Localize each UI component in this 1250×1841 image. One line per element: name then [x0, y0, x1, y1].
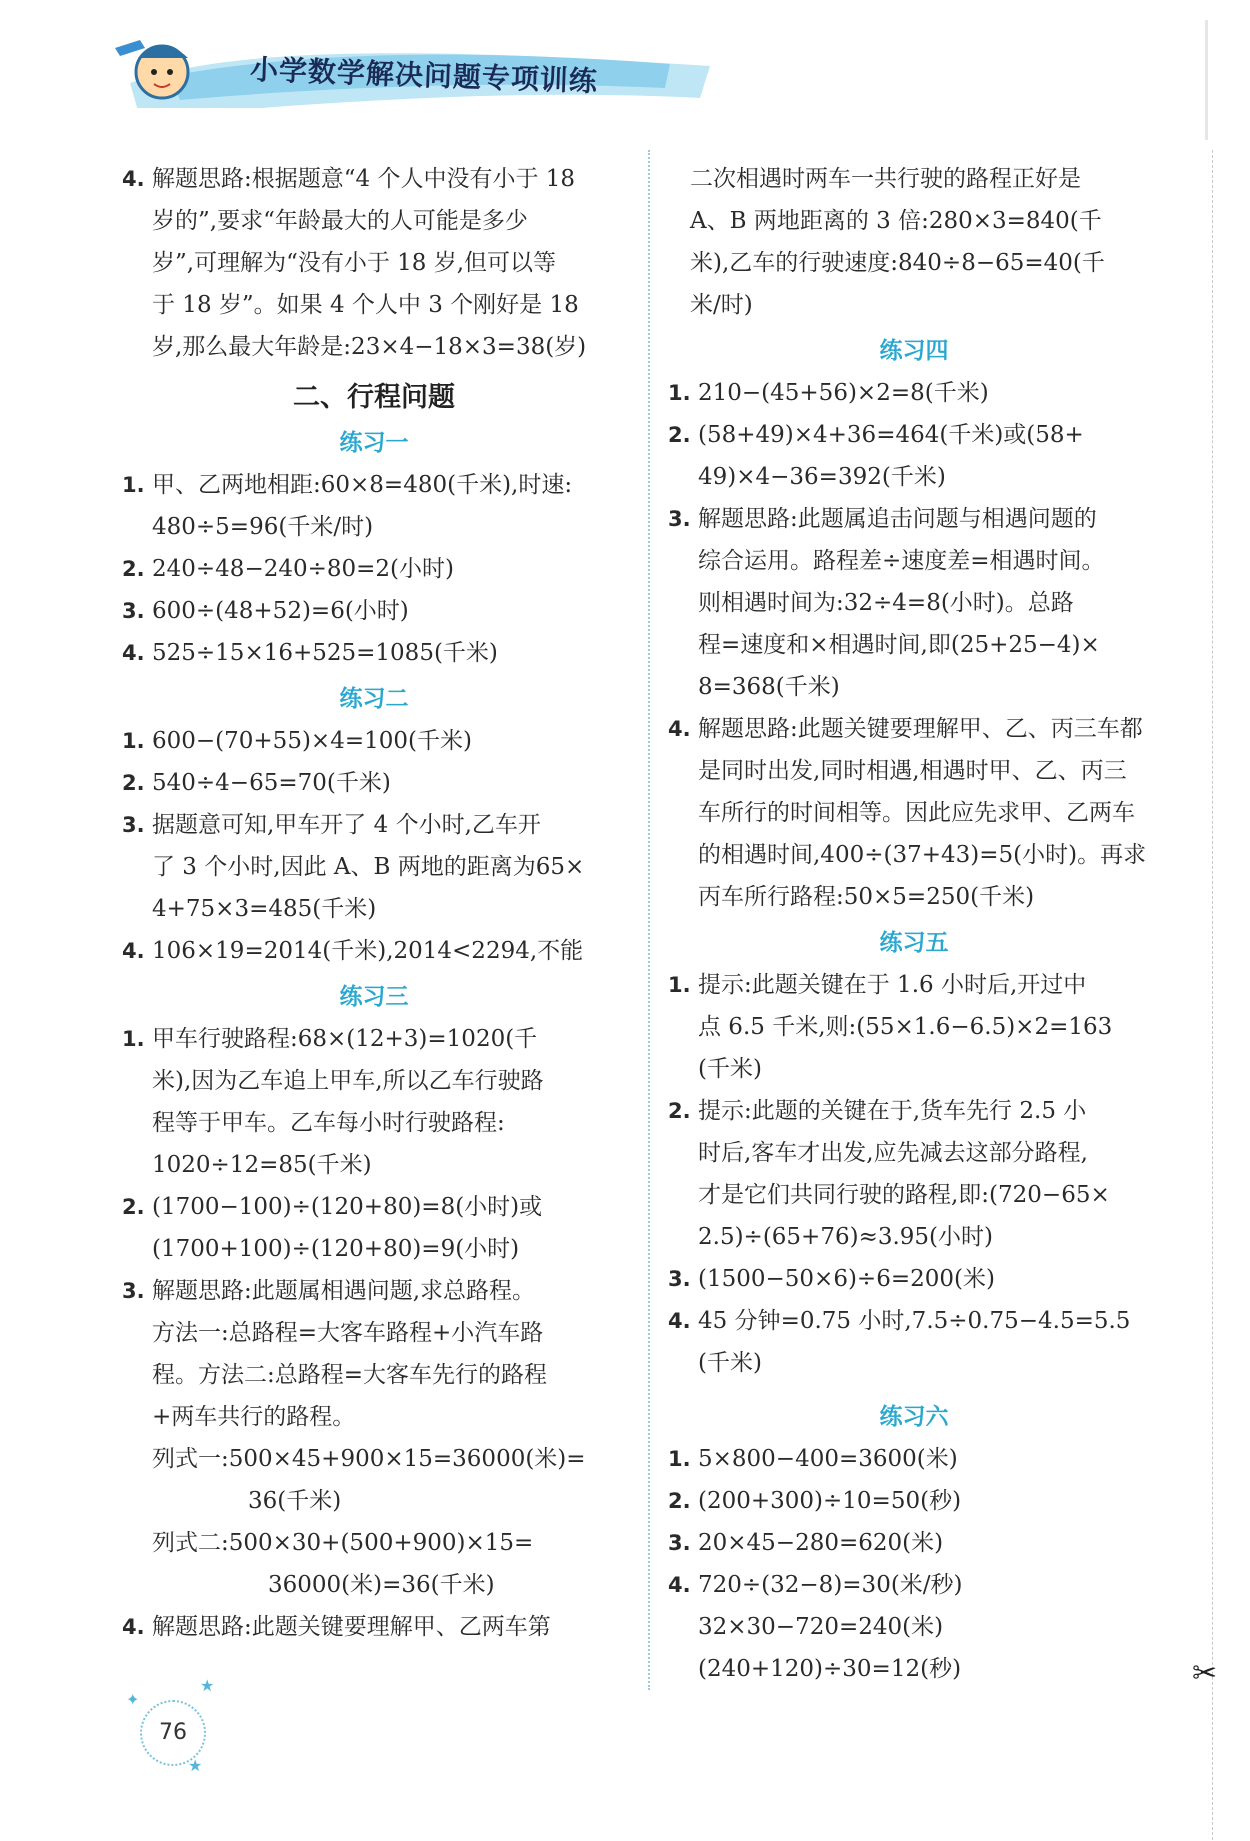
item-number: 3.	[122, 599, 145, 623]
text-line: (千米)	[698, 1350, 762, 1376]
list-item	[664, 1300, 1164, 1384]
text-line: (58+49)×4+36=464(千米)或(58+	[698, 422, 1084, 448]
item-number: 4.	[668, 1573, 691, 1597]
text-line: 540÷4−65=70(千米)	[152, 770, 391, 796]
formula-line: 列式二:500×30+(500+900)×15=	[152, 1530, 534, 1556]
star-icon: ★	[188, 1756, 203, 1775]
text-line: 程等于甲车。乙车每小时行驶路程:	[152, 1110, 505, 1136]
text-line: 240÷48−240÷80=2(小时)	[152, 556, 454, 582]
text-line: 720÷(32−8)=30(米/秒)	[698, 1572, 963, 1598]
item-number: 2.	[668, 1099, 691, 1123]
item-number: 2.	[122, 1195, 145, 1219]
text-line: 提示:此题的关键在于,货车先行 2.5 小	[698, 1098, 1087, 1124]
list-item	[118, 720, 630, 762]
item-number: 2.	[122, 771, 145, 795]
star-icon: ✦	[126, 1690, 140, 1709]
text-line: (千米)	[698, 1056, 762, 1082]
list-item	[118, 590, 630, 632]
text-line: 了 3 个小时,因此 A、B 两地的距离为65×	[152, 854, 585, 880]
text-line: 解题思路:此题关键要理解甲、乙两车第	[152, 1614, 551, 1640]
header-title: 小学数学解决问题专项训练	[249, 52, 599, 99]
text-line: 米),乙车的行驶速度:840÷8−65=40(千	[690, 250, 1105, 276]
text-line: 二次相遇时两车一共行驶的路程正好是	[690, 166, 1081, 192]
list-item	[118, 632, 630, 674]
text-line: 于 18 岁”。如果 4 个人中 3 个刚好是 18	[152, 292, 579, 318]
list-item	[118, 158, 630, 368]
text-line: 2.5)÷(65+76)≈3.95(小时)	[698, 1224, 994, 1250]
formula-line: 36000(米)=36(千米)	[268, 1572, 495, 1598]
column-divider	[648, 150, 650, 1690]
list-item	[118, 548, 630, 590]
text-line: 8=368(千米)	[698, 674, 840, 700]
item-number: 4.	[122, 641, 145, 665]
text-line: 程。方法二:总路程=大客车先行的路程	[152, 1362, 548, 1388]
list-item	[664, 414, 1164, 498]
page-number: 76	[140, 1700, 206, 1766]
text-line: 20×45−280=620(米)	[698, 1530, 944, 1556]
text-line: 车所行的时间相等。因此应先求甲、乙两车	[698, 800, 1135, 826]
exercise-title: 练习六	[879, 1404, 949, 1430]
text-line: (1700−100)÷(120+80)=8(小时)或	[152, 1194, 543, 1220]
text-line: 45 分钟=0.75 小时,7.5÷0.75−4.5=5.5	[698, 1308, 1131, 1334]
text-line: 5×800−400=3600(米)	[698, 1446, 958, 1472]
left-column	[118, 158, 630, 1648]
item-number: 1.	[122, 729, 145, 753]
item-number: 4.	[122, 939, 145, 963]
header-banner	[110, 28, 715, 108]
text-line: 米/时)	[690, 292, 753, 318]
list-item	[664, 1090, 1164, 1258]
text-line: 210−(45+56)×2=8(千米)	[698, 380, 989, 406]
list-item	[118, 1018, 630, 1186]
list-item	[664, 498, 1164, 708]
item-number: 4.	[668, 1309, 691, 1333]
text-line: 方法一:总路程=大客车路程+小汽车路	[152, 1320, 544, 1346]
item-number: 4.	[668, 717, 691, 741]
text-line: 岁”,可理解为“没有小于 18 岁,但可以等	[152, 250, 557, 276]
text-line: (240+120)÷30=12(秒)	[698, 1656, 962, 1682]
exercise-title: 练习三	[339, 984, 409, 1010]
item-number: 4.	[122, 1615, 145, 1639]
list-item	[118, 1606, 630, 1648]
item-number: 3.	[122, 1279, 145, 1303]
item-number: 2.	[122, 557, 145, 581]
text-line: 岁的”,要求“年龄最大的人可能是多少	[152, 208, 528, 234]
list-item	[664, 708, 1164, 918]
text-line: 4+75×3=485(千米)	[152, 896, 377, 922]
text-line: 提示:此题关键在于 1.6 小时后,开过中	[698, 972, 1087, 998]
item-number: 1.	[122, 473, 145, 497]
item-number: 1.	[668, 1447, 691, 1471]
text-line: 的相遇时间,400÷(37+43)=5(小时)。再求	[698, 842, 1147, 868]
exercise-title: 练习一	[339, 430, 409, 456]
text-line: 才是它们共同行驶的路程,即:(720−65×	[698, 1182, 1110, 1208]
text-line: 据题意可知,甲车开了 4 个小时,乙车开	[152, 812, 541, 838]
text-line: 解题思路:此题属追击问题与相遇问题的	[698, 506, 1097, 532]
list-item	[664, 1522, 1164, 1564]
scissors-icon: ✂	[1192, 1656, 1218, 1691]
text-line: +两车共行的路程。	[152, 1404, 356, 1430]
item-number: 3.	[668, 1267, 691, 1291]
text-line: 600÷(48+52)=6(小时)	[152, 598, 409, 624]
item-number: 4.	[122, 167, 145, 191]
text-line: A、B 两地距离的 3 倍:280×3=840(千	[690, 208, 1102, 234]
text-line: 时后,客车才出发,应先减去这部分路程,	[698, 1140, 1088, 1166]
item-number: 3.	[668, 1531, 691, 1555]
text-line: 则相遇时间为:32÷4=8(小时)。总路	[698, 590, 1074, 616]
formula-line: 36(千米)	[248, 1488, 342, 1514]
page-edge-shade	[1205, 20, 1208, 140]
list-item	[118, 464, 630, 548]
text-line: 丙车所行路程:50×5=250(千米)	[698, 884, 1035, 910]
text-line: 解题思路:此题关键要理解甲、乙、丙三车都	[698, 716, 1143, 742]
text-line: 米),因为乙车追上甲车,所以乙车行驶路	[152, 1068, 544, 1094]
star-icon: ★	[200, 1676, 215, 1695]
text-line: (200+300)÷10=50(秒)	[698, 1488, 962, 1514]
list-item	[118, 804, 630, 930]
list-item	[664, 1564, 1164, 1606]
list-item	[118, 1270, 630, 1438]
text-line: 解题思路:此题属相遇问题,求总路程。	[152, 1278, 536, 1304]
item-number: 1.	[668, 381, 691, 405]
text-line: 480÷5=96(千米/时)	[152, 514, 374, 540]
item-number: 2.	[668, 423, 691, 447]
formula-line: 列式一:500×45+900×15=36000(米)=	[152, 1446, 586, 1472]
text-line: (1500−50×6)÷6=200(米)	[698, 1266, 995, 1292]
text-line: 600−(70+55)×4=100(千米)	[152, 728, 472, 754]
text-line: 甲车行驶路程:68×(12+3)=1020(千	[152, 1026, 538, 1052]
item-number: 2.	[668, 1489, 691, 1513]
text-line: 点 6.5 千米,则:(55×1.6−6.5)×2=163	[698, 1014, 1113, 1040]
exercise-title: 练习四	[879, 338, 949, 364]
text-line: 106×19=2014(千米),2014<2294,不能	[152, 938, 584, 964]
text-line: 是同时出发,同时相遇,相遇时甲、乙、丙三	[698, 758, 1127, 784]
cut-line	[1212, 150, 1213, 1840]
section-title: 二、行程问题	[293, 382, 455, 413]
text-line: 解题思路:根据题意“4 个人中没有小于 18	[152, 166, 576, 192]
list-item	[118, 1186, 630, 1270]
exercise-title: 练习五	[879, 930, 949, 956]
list-item	[664, 372, 1164, 414]
list-item	[118, 930, 630, 972]
item-number: 3.	[122, 813, 145, 837]
text-line: (1700+100)÷(120+80)=9(小时)	[152, 1236, 520, 1262]
text-line: 525÷15×16+525=1085(千米)	[152, 640, 498, 666]
continued-text	[664, 158, 1164, 326]
text-line: 甲、乙两地相距:60×8=480(千米),时速:	[152, 472, 573, 498]
item-number: 3.	[668, 507, 691, 531]
text-line: 程=速度和×相遇时间,即(25+25−4)×	[698, 632, 1100, 658]
item-number: 1.	[668, 973, 691, 997]
list-item	[664, 964, 1164, 1090]
right-column	[664, 158, 1164, 1690]
item-number: 1.	[122, 1027, 145, 1051]
list-item	[664, 1258, 1164, 1300]
list-item	[118, 762, 630, 804]
exercise-title: 练习二	[339, 686, 409, 712]
text-line: 32×30−720=240(米)	[698, 1614, 944, 1640]
list-item	[664, 1480, 1164, 1522]
list-item	[664, 1438, 1164, 1480]
text-line: 综合运用。路程差÷速度差=相遇时间。	[698, 548, 1105, 574]
text-line: 岁,那么最大年龄是:23×4−18×3=38(岁)	[152, 334, 587, 360]
text-line: 1020÷12=85(千米)	[152, 1152, 372, 1178]
text-line: 49)×4−36=392(千米)	[698, 464, 946, 490]
